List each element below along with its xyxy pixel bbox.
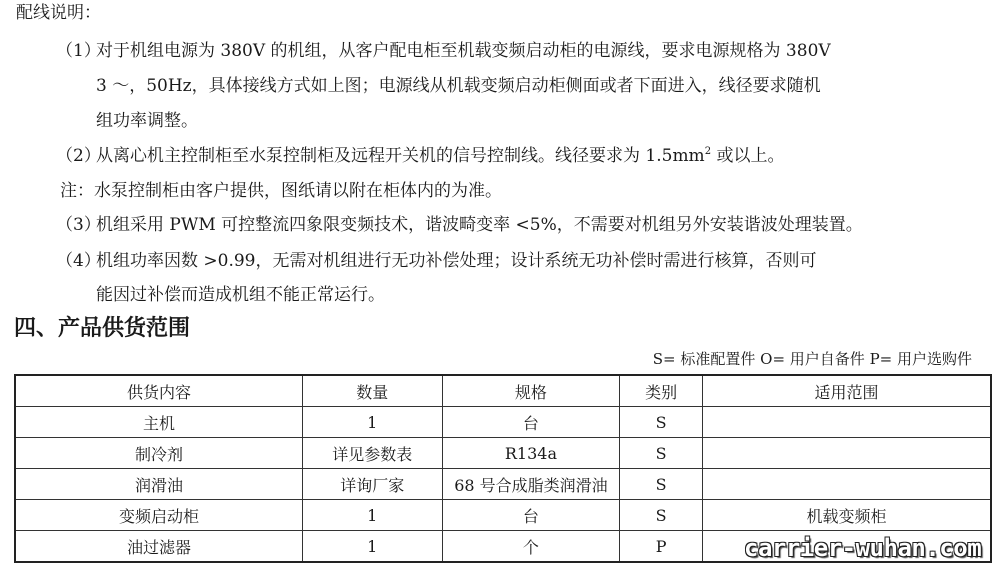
wiring-item-2 xyxy=(56,145,784,167)
table-cell: 台 xyxy=(442,500,620,531)
table-cell: S xyxy=(620,438,703,469)
item-text: 机组功率因数 >0.99，无需对机组进行无功补偿处理；设计系统无功补偿时需进行核算，否则可 xyxy=(96,251,817,271)
table-cell xyxy=(702,469,991,500)
superscript: 2 xyxy=(704,146,712,157)
table-cell: S xyxy=(620,469,703,500)
table-row xyxy=(15,469,991,500)
table-cell: 机载变频柜 xyxy=(702,500,991,531)
header-cell: 类别 xyxy=(620,375,703,407)
item-number: （2） xyxy=(56,146,101,166)
table-cell: 1 xyxy=(303,531,442,563)
table-cell: P xyxy=(620,531,703,563)
table-cell: 制冷剂 xyxy=(15,438,303,469)
table-cell: 1 xyxy=(303,500,442,531)
wiring-item-1-line-2: 3 ～，50Hz，具体接线方式如上图；电源线从机载变频启动柜侧面或者下面进入，线径要求随机 xyxy=(96,76,821,96)
table-cell: 个 xyxy=(442,531,620,563)
wiring-item-4-line-2: 能因过补偿而造成机组不能正常运行。 xyxy=(96,285,385,305)
wiring-item-1-line-1 xyxy=(56,40,831,62)
section-heading: 四、产品供货范围 xyxy=(14,316,191,341)
table-cell: 68 号合成脂类润滑油 xyxy=(442,469,620,500)
header-cell: 供货内容 xyxy=(15,375,303,407)
table-row xyxy=(15,407,991,438)
item-number: （1） xyxy=(56,41,101,61)
site-watermark: carrier-wuhan.com xyxy=(744,534,982,562)
header-cell: 数量 xyxy=(303,375,442,407)
table-cell: 润滑油 xyxy=(15,469,303,500)
table-cell: R134a xyxy=(442,438,620,469)
item-text-tail: 或以上。 xyxy=(711,146,785,166)
table-cell: 油过滤器 xyxy=(15,531,303,563)
table-cell: S xyxy=(620,500,703,531)
item-number: （4） xyxy=(56,251,101,271)
table-header-row xyxy=(15,375,991,407)
table-cell xyxy=(702,438,991,469)
table-row xyxy=(15,500,991,531)
table-row xyxy=(15,438,991,469)
table-cell: 主机 xyxy=(15,407,303,438)
wiring-title: 配线说明： xyxy=(16,3,101,23)
table-cell: 详见参数表 xyxy=(303,438,442,469)
header-cell: 适用范围 xyxy=(702,375,991,407)
wiring-note: 注：水泵控制柜由客户提供，图纸请以附在柜体内的为准。 xyxy=(60,181,502,201)
item-number: （3） xyxy=(56,215,101,235)
item-text: 从离心机主控制柜至水泵控制柜及远程开关机的信号控制线。线径要求为 1.5mm xyxy=(96,146,705,166)
table-cell xyxy=(702,407,991,438)
category-legend: S= 标准配置件 O= 用户自备件 P= 用户选购件 xyxy=(652,350,972,368)
wiring-item-4-line-1 xyxy=(56,250,817,272)
table-cell: 台 xyxy=(442,407,620,438)
item-text: 对于机组电源为 380V 的机组，从客户配电柜至机载变频启动柜的电源线，要求电源规格为 380V xyxy=(96,41,831,61)
table-cell: 1 xyxy=(303,407,442,438)
item-text: 机组采用 PWM 可控整流四象限变频技术，谐波畸变率 <5%，不需要对机组另外安装谐波处理装置。 xyxy=(96,215,863,235)
table-cell: 变频启动柜 xyxy=(15,500,303,531)
table-cell: 详询厂家 xyxy=(303,469,442,500)
header-cell: 规格 xyxy=(442,375,620,407)
table-cell: S xyxy=(620,407,703,438)
wiring-item-1-line-3: 组功率调整。 xyxy=(96,111,198,131)
wiring-item-3 xyxy=(56,214,863,236)
